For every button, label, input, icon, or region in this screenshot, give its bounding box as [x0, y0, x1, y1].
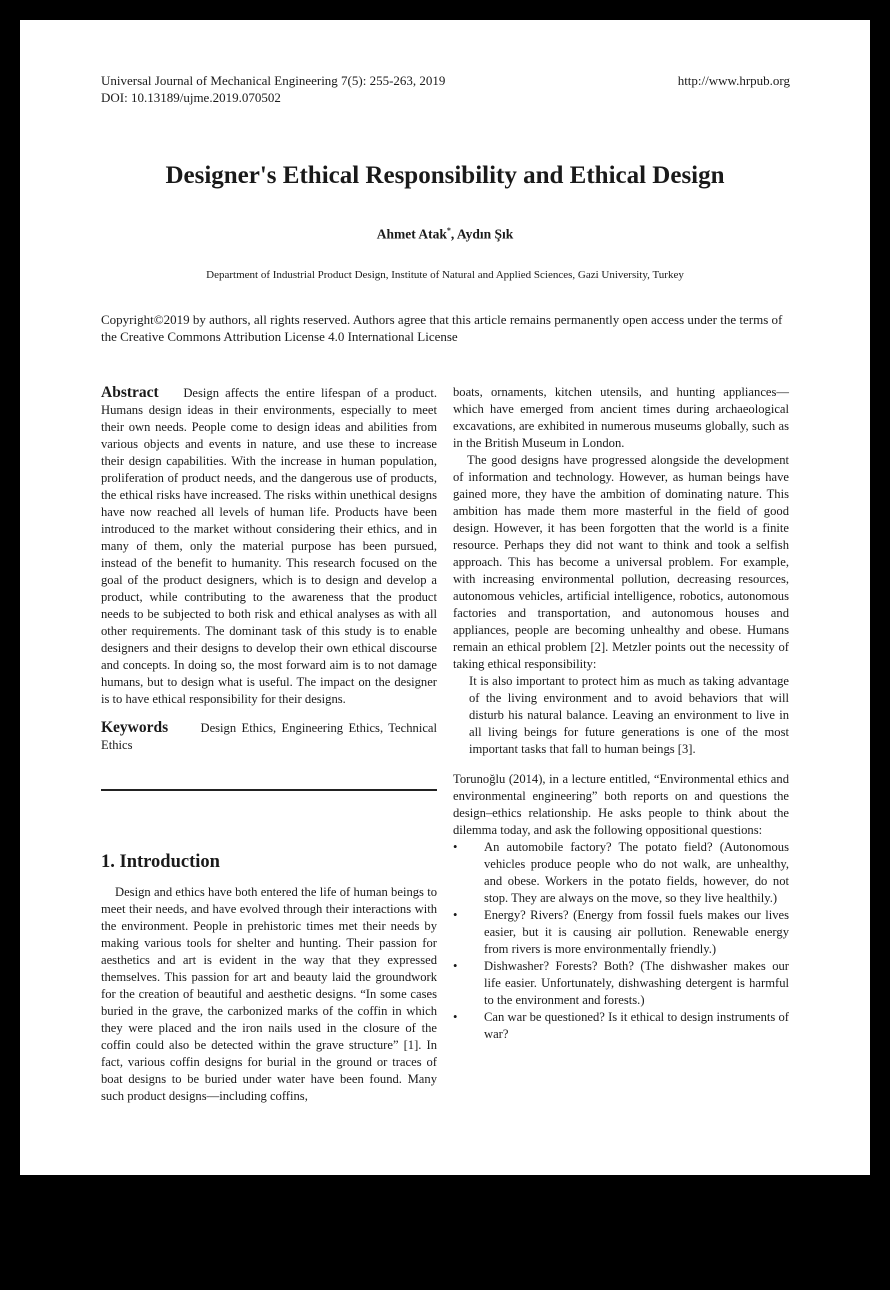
left-column: [101, 384, 437, 754]
corresponding-mark: *: [446, 226, 451, 235]
list-item: [453, 958, 789, 1009]
keywords: [101, 719, 437, 754]
block-quote: It is also important to protect him as much as taking advantage of the living environment and to avoid behaviors that will disturb his natural balance. Leaving an environment to live in all living beings for future generations is one of the most important tasks that fall to human beings [3].: [469, 674, 789, 756]
section-heading-introduction: 1. Introduction: [101, 852, 220, 872]
doi[interactable]: DOI: 10.13189/ujme.2019.070502: [101, 90, 281, 105]
paper-page: [20, 20, 870, 1175]
intro-paragraph: Design and ethics have both entered the life of human beings to meet their needs, and have evolved through their interactions with the environment. People in prehistoric times met their needs by making various tools for shelter and hunting. Their passion for aesthetics and art is evident in the way that they expressed themselves. This passion for art and beauty laid the groundwork for the creation of beautiful and aesthetic designs. “In some cases buried in the grave, the carbonized marks of the coffin in which they were placed and the iron nails used in the closure of the coffin could also be detected within the grave structure” [1]. In fact, various coffin designs for burial in the ground or traces of boat designs to be buried under water have been found. Many such product designs—including coffins,: [101, 885, 437, 1103]
abstract-text: Design affects the entire lifespan of a product. Humans design ideas in their environments, especially to meet their own needs. People come to design ideas and abilities from various objects and events in nature, and use these to increase their design capabilities. With the increase in human population, proliferation of product needs, and the dangerous use of products, the ethical risks have increased. The risks within unethical designs have now reached all levels of human life. Products have been introduced to the market without considering their ethics, and in many of them, only the material purpose has been pursued, instead of the benefit to humanity. This research focused on the goal of the product designers, which is to design and develop a product, while contributing to the awareness that the product needs to be subjected to both risk and ethical analyses as with all other requirements. The dominant task of this study is to enable designers and their designs to develop their own ethical discourse and concepts. In doing so, the most forward aim is to not damage humans, but to design what is useful. The impact on the designer is to have ethical responsibility for their designs.: [101, 386, 438, 706]
question-list: [453, 839, 789, 1043]
right-column: [453, 384, 789, 1043]
abstract-label: Abstract: [101, 384, 159, 401]
bullet-icon: •: [453, 840, 458, 854]
journal-citation: Universal Journal of Mechanical Engineering 7(5): 255-263, 2019: [101, 73, 446, 88]
paper-title: Designer's Ethical Responsibility and Ethical Design: [165, 162, 725, 189]
abstract: [101, 384, 437, 708]
keywords-text: Design Ethics, Engineering Ethics, Technical Ethics: [101, 721, 438, 752]
list-item-text: An automobile factory? The potato field? (Autonomous vehicles produce people who do not walk, are unhealthy, and obese. Workers in the potato fields, however, do not stop. They are always on the move, so they live healthily.): [484, 840, 789, 905]
bullet-icon: •: [453, 1010, 458, 1024]
list-item: [453, 1009, 789, 1043]
section-divider: [101, 789, 437, 791]
list-item: [453, 907, 789, 958]
affiliation: Department of Industrial Product Design, Institute of Natural and Applied Sciences, Gazi University, Turkey: [206, 269, 684, 281]
list-item-text: Can war be questioned? Is it ethical to design instruments of war?: [484, 1010, 789, 1041]
bullet-icon: •: [453, 959, 458, 973]
introduction-body: [101, 884, 437, 1105]
author-primary: Ahmet Atak: [376, 226, 447, 242]
author-secondary: , Aydın Şık: [450, 226, 514, 242]
paragraph-torunoglu: Torunoğlu (2014), in a lecture entitled, “Environmental ethics and environmental engineering” both reports on and questions the design–ethics relationship. He asks people to think about the dilemma today, and ask the following oppositional questions:: [453, 772, 789, 837]
keywords-label: Keywords: [101, 719, 169, 736]
bullet-icon: •: [453, 908, 458, 922]
paragraph-continued: boats, ornaments, kitchen utensils, and hunting appliances—which have emerged from ancient times during archaeological excavations, are exhibited in numerous museums globally, such as in the British Museum in London.: [453, 385, 789, 450]
journal-url[interactable]: http://www.hrpub.org: [677, 73, 790, 88]
copyright-notice: Copyright©2019 by authors, all rights reserved. Authors agree that this article remains permanently open access under the terms of the Creative Commons Attribution License 4.0 International License: [101, 312, 783, 344]
paragraph-good-designs: The good designs have progressed alongside the development of information and technology. However, as human beings have gained more, they have the ambition of dominating nature. This ambition has made them more masterful in the field of good design. However, it has been forgotten that the world is a finite resource. Perhaps they did not want to think and took a selfish approach. This has become a universal problem. For example, with increasing environmental pollution, decreasing resources, autonomous vehicles, artificial intelligence, robotics, autonomous factories and transportation, and autonomous houses and appliances, people are becoming unhealthy and obese. Humans remain an ethical problem [2]. Metzler points out the necessity of taking ethical responsibility:: [453, 453, 789, 671]
list-item: [453, 839, 789, 907]
author-list: [20, 226, 870, 243]
list-item-text: Energy? Rivers? (Energy from fossil fuels makes our lives easier, but it is causing air pollution. Renewable energy from rivers is more environmentally friendly.): [484, 908, 789, 956]
list-item-text: Dishwasher? Forests? Both? (The dishwasher makes our life easier. Unfortunately, dishwashing detergent is harmful to the environment and forests.): [484, 959, 789, 1007]
